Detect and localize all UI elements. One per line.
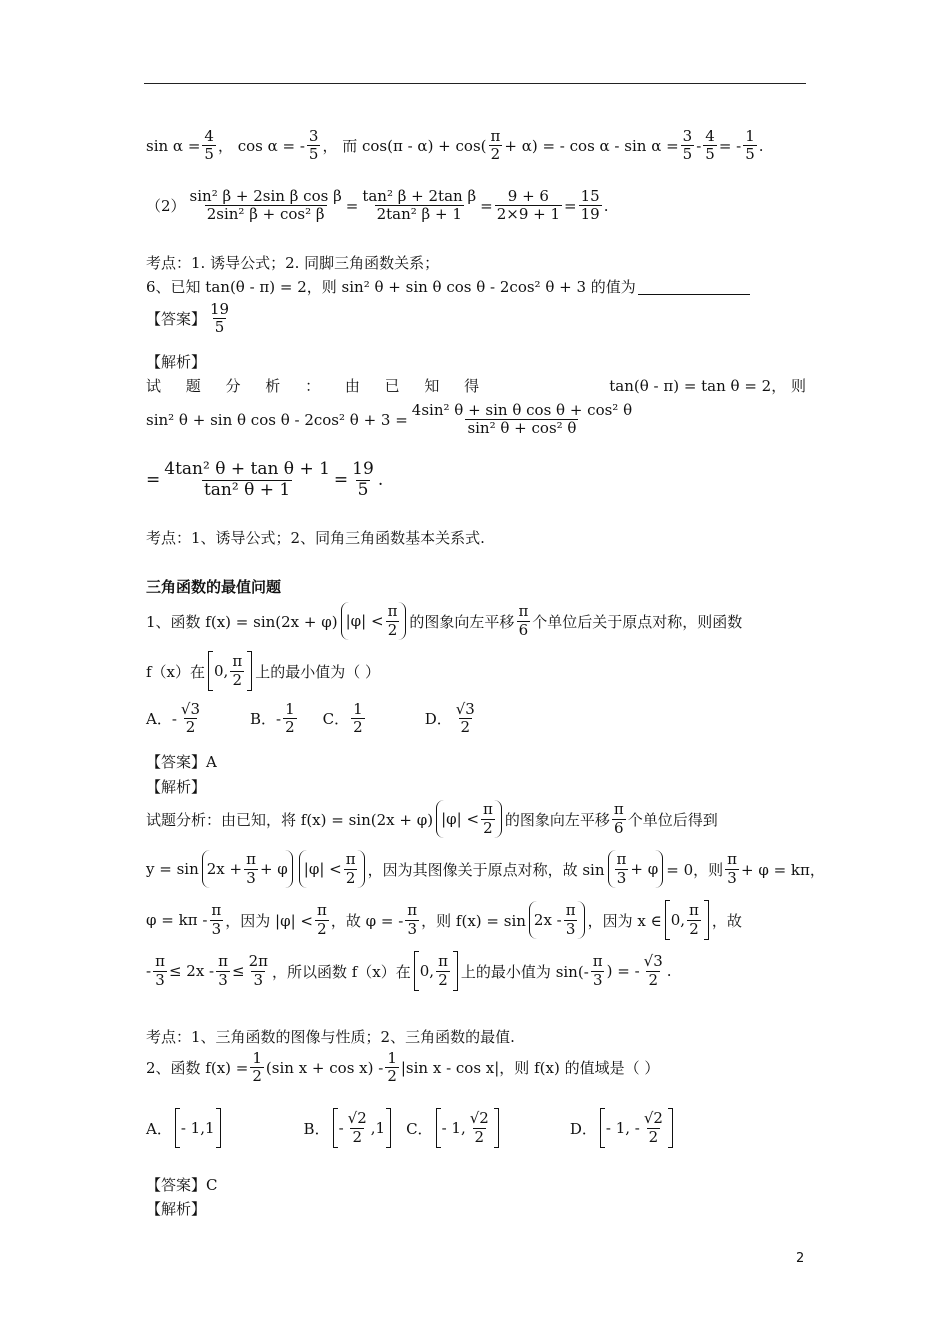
text: 0, [214, 662, 229, 680]
frac-den: 2 [490, 145, 501, 164]
text: 1、函数 f(x) = sin(2x + φ) [146, 612, 338, 631]
text: f（x）在 [146, 662, 206, 681]
answer-2: 【答案】C [146, 1176, 218, 1194]
frac-num: √3 [455, 700, 475, 718]
frac-num: 1 [353, 700, 363, 718]
text: . [666, 962, 672, 980]
text: 试 题 分 析 ： 由 已 知 得 [146, 377, 480, 395]
frac-num: 15 [580, 187, 600, 205]
frac-num: 3 [308, 127, 319, 145]
frac-den: 2 [285, 718, 295, 737]
fraction [436, 953, 450, 989]
fraction [386, 603, 400, 639]
text: ，故 [711, 911, 742, 930]
analysis-1-line-3 [146, 900, 742, 940]
question-2 [146, 1050, 659, 1086]
frac-num: 2π [248, 952, 268, 971]
fraction [516, 603, 530, 639]
text: 6、已知 tan(θ - π) = 2，则 sin² θ + sin θ cos θ - 2cos² θ + 3 的值为 [146, 278, 636, 296]
frac-den: tan² θ + 1 [203, 479, 291, 500]
text: y = sin [146, 860, 199, 878]
option-c-label: C． [322, 710, 350, 729]
jiexi-label: 【解析】 [146, 1200, 207, 1218]
paren-group [299, 850, 365, 888]
frac-den: 2 [185, 718, 196, 737]
paren-group [608, 850, 664, 888]
interval [414, 951, 458, 991]
text: ，所以函数 f（x）在 [271, 962, 411, 981]
option-c-label: C． [406, 1119, 433, 1138]
text: + φ = kπ， [740, 860, 825, 879]
frac-num: √3 [643, 952, 663, 971]
text: 的图象向左平移 [409, 612, 515, 631]
frac-num: π [387, 602, 398, 621]
fraction [681, 128, 695, 164]
fraction [385, 1050, 399, 1086]
frac-den: 5 [682, 145, 693, 164]
frac-den: 5 [204, 145, 214, 164]
frac-den: 2 [474, 1127, 485, 1146]
text: = [333, 470, 349, 491]
fraction [410, 402, 634, 438]
text: 2、函数 f(x) = [146, 1059, 249, 1078]
interval [436, 1108, 499, 1148]
text: = [146, 470, 161, 491]
fraction [346, 1110, 369, 1146]
frac-den: 3 [616, 868, 627, 887]
frac-den: 6 [518, 620, 529, 639]
text: |sin x - cos x|，则 f(x) 的值域是（ ） [400, 1059, 660, 1078]
fraction [247, 953, 270, 989]
option-a-label: A． [146, 1119, 172, 1138]
fraction [208, 301, 231, 337]
fraction [591, 953, 605, 989]
fraction [350, 460, 376, 500]
interval [600, 1108, 673, 1148]
frac-num: 1 [285, 700, 295, 718]
section-heading: 三角函数的最值问题 [146, 578, 282, 596]
text: sin α = [146, 136, 201, 155]
fraction [495, 188, 562, 224]
fraction [202, 128, 216, 164]
fraction [489, 128, 503, 164]
frac-num: π [727, 850, 737, 869]
frac-num: 19 [210, 300, 230, 318]
fraction [725, 851, 739, 887]
text: + α) = - cos α - sin α = [504, 136, 679, 155]
paren-group [436, 800, 502, 838]
frac-den: 5 [308, 145, 319, 164]
frac-den: 3 [155, 970, 165, 989]
fraction [612, 801, 626, 837]
question-6 [146, 276, 750, 297]
header-rule [144, 83, 806, 84]
text: φ = kπ - [146, 911, 208, 929]
fraction [454, 701, 477, 737]
text: tan(θ - π) = tan θ = 2， 则 [609, 377, 806, 395]
text: 0, [670, 911, 686, 929]
text: - 1,1 [180, 1119, 215, 1137]
text: 上的最小值为 sin(- [460, 962, 589, 981]
text: |φ| < [303, 860, 342, 878]
question-1-line-1 [146, 602, 742, 640]
fraction [579, 188, 602, 224]
answer-1: 【答案】A [146, 753, 217, 771]
option-b-label: B．- [250, 710, 282, 729]
fraction [743, 128, 757, 164]
text: + φ [630, 860, 659, 878]
answer-6 [146, 301, 233, 337]
frac-num: 4sin² θ + sin θ cos θ + cos² θ [411, 401, 633, 419]
fraction [687, 902, 701, 938]
option-d-label: D． [569, 1119, 597, 1138]
text: sin² θ + sin θ cos θ - 2cos² θ + 3 = [146, 410, 408, 429]
fraction [244, 851, 258, 887]
jiexi-label: 【解析】 [146, 353, 207, 371]
fraction [642, 953, 665, 989]
interval [175, 1108, 221, 1148]
frac-num: 4 [705, 127, 715, 145]
fraction [481, 801, 495, 837]
frac-num: 3 [682, 127, 693, 145]
frac-num: tan² β + 2tan β [362, 187, 477, 205]
text: . [377, 470, 384, 491]
text: 2x - [533, 911, 562, 929]
frac-den: 2tan² β + 1 [376, 205, 462, 224]
text: . [758, 136, 764, 155]
frac-num: sin² β + 2sin β cos β [189, 187, 342, 205]
frac-den: 2sin² β + cos² β [206, 205, 325, 224]
frac-den: 5 [705, 145, 715, 164]
paren-group [341, 602, 407, 640]
frac-den: 3 [565, 919, 576, 938]
frac-num: 1 [387, 1049, 397, 1067]
fraction [351, 701, 365, 737]
text: = 0，则 [666, 860, 724, 879]
frac-den: 3 [218, 970, 228, 989]
text: (sin x + cos x) - [265, 1058, 384, 1077]
frac-num: π [613, 800, 624, 819]
option-d-label: D． [424, 710, 452, 729]
frac-num: 9 + 6 [507, 187, 549, 205]
frac-num: π [246, 850, 256, 869]
frac-num: √2 [643, 1109, 663, 1128]
frac-den: 2 [232, 670, 243, 689]
frac-num: π [483, 800, 493, 819]
question-1-line-2 [146, 651, 380, 691]
frac-den: 3 [407, 919, 417, 938]
frac-den: 2 [345, 868, 356, 887]
frac-den: 2 [438, 970, 448, 989]
frac-den: 2×9 + 1 [496, 205, 561, 224]
frac-den: 19 [580, 205, 600, 224]
frac-den: 5 [745, 145, 755, 164]
text: 个单位后关于原点对称，则函数 [532, 612, 743, 631]
analysis-6-line-1 [146, 375, 806, 396]
frac-num: π [218, 952, 228, 971]
fraction [162, 460, 332, 500]
text: ，因为 x ∈ [587, 911, 662, 930]
question-1-options [146, 701, 479, 737]
frac-num: √3 [180, 700, 201, 718]
analysis-1-line-1 [146, 800, 718, 838]
text: （2） [146, 197, 186, 216]
frac-num: π [689, 901, 699, 920]
frac-num: π [565, 901, 576, 920]
frac-num: π [211, 901, 222, 920]
jiexi-label: 【解析】 [146, 778, 207, 796]
fraction [153, 953, 167, 989]
interval [333, 1108, 392, 1148]
text: - [146, 962, 152, 980]
interval [208, 651, 252, 691]
solution-line-2: （2） $\frac{\text{sin² β + 2sin β cos β}}{\text{2sin² β + cos² β}}$ = $\frac{\text{tan² β + 2tan β}}{\text{2tan² β + 1}}$ = $\frac{9 + 6}{2\times 9 + 1}$ = $\frac{15}{19}$ . [146, 187, 609, 224]
frac-num: 4 [204, 127, 214, 145]
fraction [703, 128, 717, 164]
text: ，故 φ = - [330, 911, 404, 930]
frac-num: π [232, 652, 243, 671]
frac-num: π [592, 952, 603, 971]
frac-num: π [616, 850, 627, 869]
option-b-label: B． [303, 1119, 330, 1138]
fraction [315, 902, 329, 938]
paren-group [202, 850, 293, 888]
frac-num: π [316, 901, 327, 920]
analysis-1-line-2 [146, 850, 825, 888]
frac-den: 2 [689, 919, 699, 938]
frac-den: 2 [483, 818, 493, 837]
frac-den: 2 [460, 718, 471, 737]
text: ，因为 |φ| < [225, 911, 313, 930]
kaodian-3: 考点：1、三角函数的图像与性质；2、三角函数的最值. [146, 1028, 515, 1046]
solution-line-1: sin α = $\frac{4}{5}$ ， cos α = - $\frac{3}{5}$ ， 而 cos(π - α) + cos( $\frac{\pi}{2}$ + α) = - cos α - sin α = $\frac{3}{5}$ - $\frac{4}{5}$ = - $\frac{1}{5}$ . [146, 127, 764, 164]
text: 【答案】 [146, 310, 207, 329]
text: 0, [419, 962, 435, 980]
fraction [250, 1050, 264, 1086]
text: . [603, 196, 609, 215]
frac-den: 2 [387, 1067, 397, 1086]
text: ，因为其图像关于原点对称，故 sin [367, 860, 605, 879]
frac-den: 6 [614, 818, 624, 837]
text: |φ| < [345, 612, 384, 630]
fraction [564, 902, 578, 938]
frac-den: 2 [387, 620, 398, 639]
frac-num: π [490, 127, 501, 145]
answer-blank [638, 278, 750, 295]
text: 试题分析：由已知，将 f(x) = sin(2x + φ) [146, 810, 434, 829]
frac-num: π [345, 850, 356, 869]
page-number: 2 [796, 1251, 805, 1266]
text: ，则 f(x) = sin [421, 911, 526, 930]
kaodian-1: 考点：1. 诱导公式；2. 同脚三角函数关系； [146, 254, 440, 272]
text: ， 而 cos(π - α) + cos( [322, 137, 487, 156]
frac-den: 2 [317, 919, 327, 938]
frac-num: √2 [347, 1109, 367, 1128]
fraction [360, 188, 478, 224]
option-a-label: A．- [146, 710, 177, 729]
fraction [615, 851, 629, 887]
frac-num: π [407, 901, 418, 920]
text: 上的最小值为（ ） [255, 662, 380, 681]
frac-den: 3 [253, 970, 264, 989]
fraction [188, 188, 344, 224]
fraction [179, 701, 202, 737]
text: ) = - [606, 962, 640, 980]
fraction [216, 953, 230, 989]
text: - [338, 1119, 344, 1137]
text: 的图象向左平移 [504, 810, 610, 829]
text: ≤ 2x - [168, 962, 215, 980]
fraction [209, 902, 223, 938]
frac-num: 4tan² θ + tan θ + 1 [164, 459, 330, 479]
frac-den: 3 [727, 868, 737, 887]
analysis-6-line-2 [146, 402, 636, 438]
frac-den: 3 [211, 919, 222, 938]
text: ≤ [231, 962, 245, 980]
frac-den: 2 [648, 970, 658, 989]
frac-den: 2 [648, 1127, 659, 1146]
frac-num: π [155, 952, 165, 971]
frac-den: 3 [592, 970, 603, 989]
frac-den: 3 [246, 868, 256, 887]
fraction [283, 701, 297, 737]
frac-num: 19 [352, 459, 374, 479]
frac-den: 5 [357, 479, 369, 500]
paren-group [529, 901, 585, 939]
frac-num: 1 [745, 127, 755, 145]
text: - 1, - [605, 1119, 640, 1137]
frac-num: π [438, 952, 448, 971]
kaodian-2: 考点：1、诱导公式；2、同角三角函数基本关系式. [146, 529, 485, 547]
fraction [642, 1110, 665, 1146]
fraction [344, 851, 358, 887]
text: |φ| < [441, 810, 480, 828]
text: + φ [259, 860, 288, 878]
fraction [307, 128, 321, 164]
question-2-options [146, 1108, 676, 1148]
analysis-6-line-3 [146, 460, 383, 500]
analysis-1-line-4 [146, 951, 672, 991]
text: ,1 [370, 1119, 386, 1137]
text: ， cos α = - [217, 137, 305, 156]
fraction [405, 902, 419, 938]
frac-den: 2 [352, 1127, 362, 1146]
frac-den: 2 [353, 718, 363, 737]
frac-den: sin² θ + cos² θ [467, 419, 577, 438]
text: 个单位后得到 [627, 810, 718, 829]
frac-den: 2 [252, 1067, 262, 1086]
interval [665, 900, 709, 940]
fraction [468, 1110, 491, 1146]
text: 2x + [206, 860, 243, 878]
frac-num: 1 [252, 1049, 262, 1067]
fraction [230, 653, 244, 689]
frac-den: 5 [214, 318, 225, 337]
frac-num: π [518, 602, 529, 621]
text: - 1, [441, 1119, 466, 1137]
frac-num: √2 [469, 1109, 489, 1128]
